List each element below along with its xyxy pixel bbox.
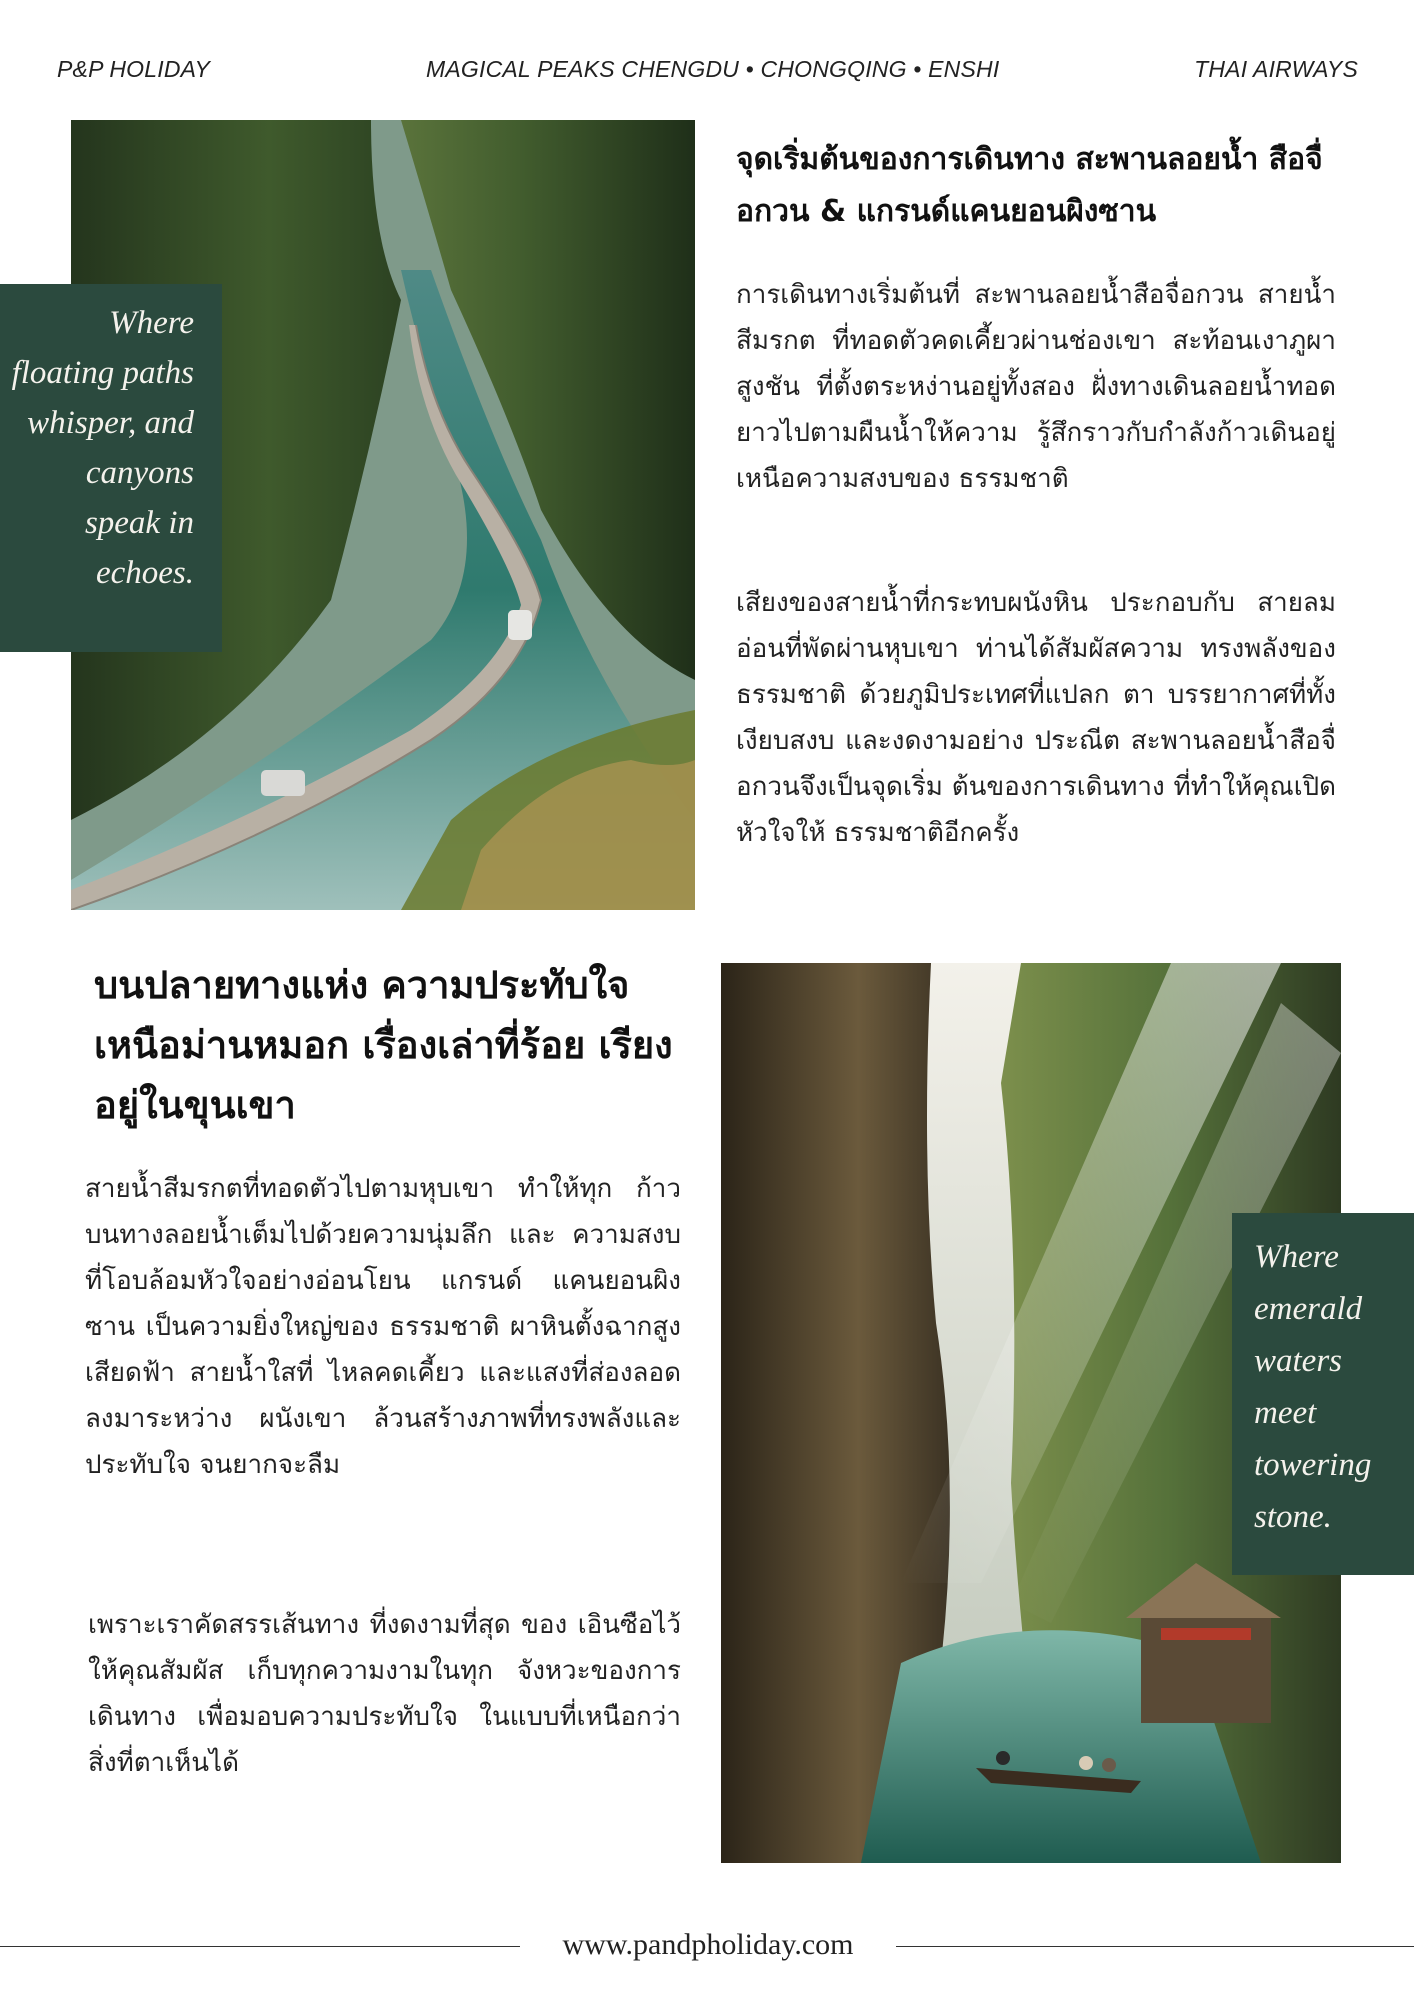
header-brand: P&P HOLIDAY bbox=[57, 56, 211, 82]
header-airline: THAI AIRWAYS bbox=[1194, 56, 1358, 82]
quote-box-emerald-waters: Where emerald waters meet towering stone. bbox=[1232, 1213, 1414, 1575]
section2-paragraph-1: สายน้ำสีมรกตที่ทอดตัวไปตามหุบเขา ทำให้ทุก ก้าวบนทางลอยน้ำเต็มไปด้วยความนุ่มลึก และ ความสงบที่โอบล้อมหัวใจอย่างอ่อนโยน แกรนด์ แคนยอนผิงซาน เป็นความยิ่งใหญ่ของ ธรรมชาติ ผาหินตั้งฉากสูงเสียดฟ้า สายน้ำใสที่ ไหลคดเคี้ยว และแสงที่ส่องลอดลงมาระหว่าง ผนังเขา ล้วนสร้างภาพที่ทรงพลังและประทับใจ จนยากจะลืม bbox=[85, 1174, 681, 1480]
section1-title: จุดเริ่มต้นของการเดินทาง สะพานลอยน้ำ สือจื่อกวน & แกรนด์แคนยอนผิงซาน bbox=[736, 142, 1323, 229]
section1-paragraph-1: การเดินทางเริ่มต้นที่ สะพานลอยน้ำสือจื่อกวน สายน้ำสีมรกต ที่ทอดตัวคดเคี้ยวผ่านช่องเขา สะท้อนเงาภูผาสูงชัน ที่ตั้งตระหง่านอยู่ทั้งสอง ฝั่งทางเดินลอยน้ำทอดยาวไปตามผืนน้ำให้ความ รู้สึกราวกับกำลังก้าวเดินอยู่เหนือความสงบของ ธรรมชาติ bbox=[736, 280, 1336, 494]
quote-box-floating-paths: Where floating paths whisper, and canyons speak in echoes. bbox=[0, 284, 222, 652]
footer-rule-right bbox=[896, 1946, 1414, 1947]
section1-paragraph-2: เสียงของสายน้ำที่กระทบผนังหิน ประกอบกับ สายลมอ่อนที่พัดผ่านหุบเขา ท่านได้สัมผัสความ ทรงพลังของธรรมชาติ ด้วยภูมิประเทศที่แปลก ตา บรรยากาศที่ทั้งเงียบสงบ และงดงามอย่าง ประณีต สะพานลอยน้ำสือจื่อกวนจึงเป็นจุดเริ่ม ต้นของการเดินทาง ที่ทำให้คุณเปิดหัวใจให้ ธรรมชาติอีกครั้ง bbox=[736, 588, 1336, 848]
section2-title: บนปลายทางแห่ง ความประทับใจ เหนือม่านหมอก เรื่องเล่าที่ร้อย เรียงอยู่ในขุนเขา bbox=[94, 963, 673, 1127]
section2-paragraph-2: เพราะเราคัดสรรเส้นทาง ที่งดงามที่สุด ของ เอินซือไว้ให้คุณสัมผัส เก็บทุกความงามในทุก จังหวะของการเดินทาง เพื่อมอบความประทับใจ ในแบบที่เหนือกว่าสิ่งที่ตาเห็นได้ bbox=[88, 1610, 681, 1778]
footer-rule-left bbox=[0, 1946, 520, 1947]
footer-website-link[interactable]: www.pandpholiday.com bbox=[562, 1928, 854, 1961]
header-tour-name: MAGICAL PEAKS CHENGDU • CHONGQING • ENSHI bbox=[426, 56, 1000, 82]
